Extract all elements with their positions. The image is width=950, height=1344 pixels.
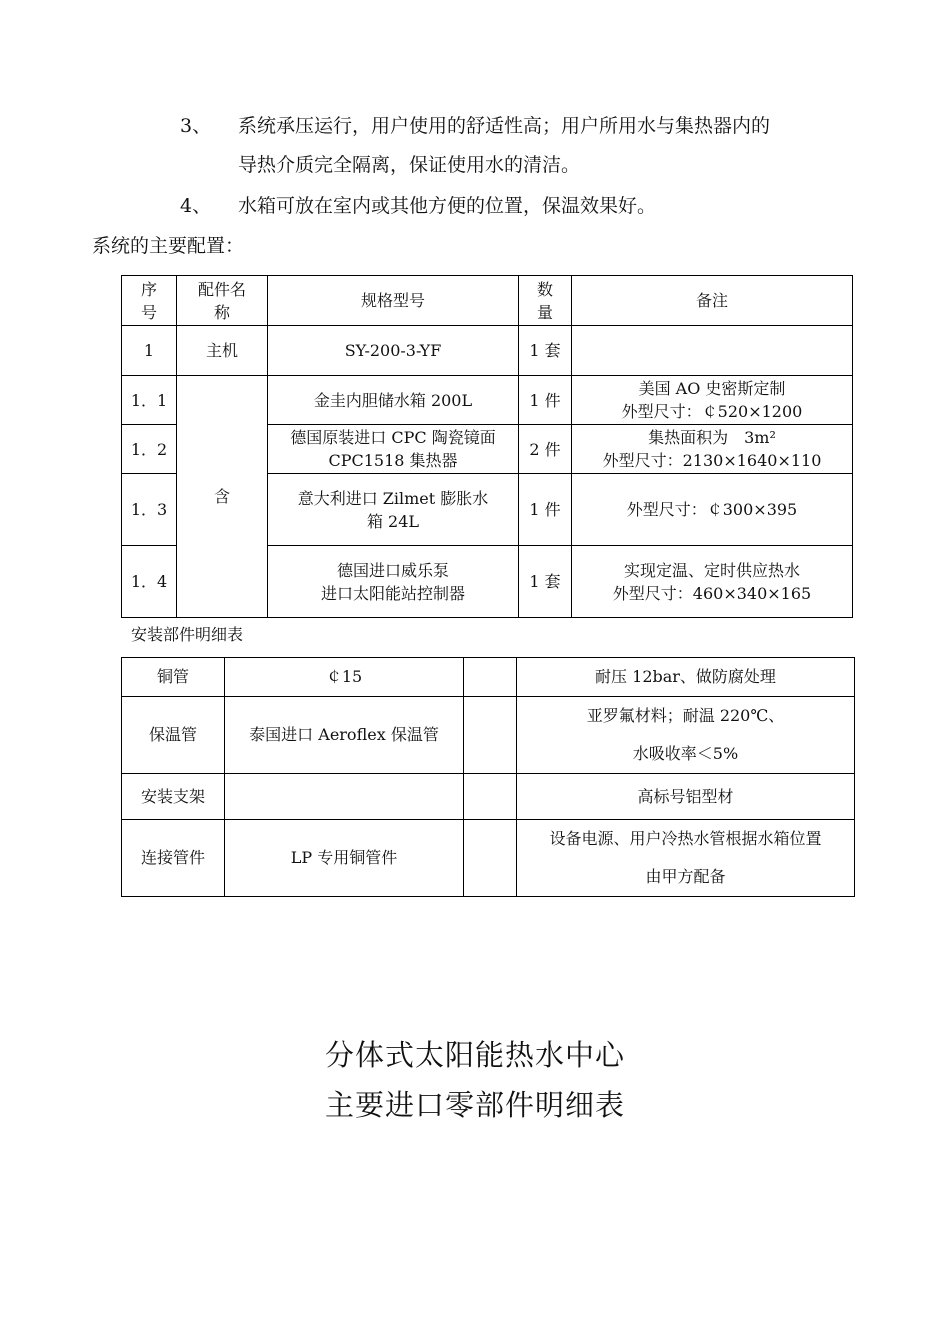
bottom-title-line-2: 主要进口零部件明细表: [324, 1088, 625, 1122]
part-name-cell: 铜管: [122, 658, 225, 697]
seq-cell: 1．2: [122, 425, 177, 474]
bottom-title-line-1: 分体式太阳能热水中心: [324, 1038, 625, 1072]
part-name-cell: 保温管: [122, 697, 225, 774]
header-note: 备注: [572, 276, 853, 326]
note-cell: 美国 AO 史密斯定制 外型尺寸：￠520×1200: [572, 376, 853, 425]
part-spec-cell: [225, 774, 464, 820]
install-parts-table: [121, 657, 855, 897]
seq-cell: 1．4: [122, 546, 177, 618]
seq-cell: 1．3: [122, 474, 177, 546]
item-4-text: 水箱可放在室内或其他方便的位置，保温效果好。: [238, 195, 657, 217]
spec-cell: 意大利进口 Zilmet 膨胀水 箱 24L: [268, 474, 519, 546]
table-row: [122, 820, 855, 897]
header-qty: 数 量: [519, 276, 572, 326]
spec-cell: 德国原装进口 CPC 陶瓷镜面 CPC1518 集热器: [268, 425, 519, 474]
qty-cell: 1 件: [519, 376, 572, 425]
item-3-number: 3、: [180, 115, 212, 137]
part-note-cell: 亚罗氟材料；耐温 220℃、 水吸收率＜5%: [517, 697, 855, 774]
seq-cell: 1．1: [122, 376, 177, 425]
qty-cell: 1 套: [519, 546, 572, 618]
part-spec-cell: ￠15: [225, 658, 464, 697]
header-part-name: 配件名 称: [177, 276, 268, 326]
header-spec: 规格型号: [268, 276, 519, 326]
part-qty-cell: [464, 658, 517, 697]
part-note-cell: 耐压 12bar、做防腐处理: [517, 658, 855, 697]
main-config-table: [121, 275, 853, 618]
spec-cell: SY-200-3-YF: [268, 326, 519, 376]
qty-cell: 1 件: [519, 474, 572, 546]
name-cell: 主机: [177, 326, 268, 376]
note-cell: 集热面积为 3m² 外型尺寸：2130×1640×110: [572, 425, 853, 474]
contains-cell: 含: [177, 376, 268, 618]
note-cell: 实现定温、定时供应热水 外型尺寸：460×340×165: [572, 546, 853, 618]
item-3-line-1: 系统承压运行，用户使用的舒适性高；用户所用水与集热器内的: [238, 115, 771, 137]
table-row: [122, 658, 855, 697]
table-row: [122, 376, 853, 425]
part-spec-cell: LP 专用铜管件: [225, 820, 464, 897]
header-seq: 序 号: [122, 276, 177, 326]
part-name-cell: 连接管件: [122, 820, 225, 897]
note-cell: 外型尺寸：￠300×395: [572, 474, 853, 546]
qty-cell: 1 套: [519, 326, 572, 376]
part-note-cell: 高标号铝型材: [517, 774, 855, 820]
install-caption: 安装部件明细表: [131, 625, 244, 644]
part-qty-cell: [464, 774, 517, 820]
table-row: [122, 326, 853, 376]
table-header-row: [122, 276, 853, 326]
table-row: [122, 774, 855, 820]
item-4-number: 4、: [180, 195, 212, 217]
qty-cell: 2 件: [519, 425, 572, 474]
part-name-cell: 安装支架: [122, 774, 225, 820]
table-row: [122, 697, 855, 774]
config-heading: 系统的主要配置：: [92, 235, 245, 257]
part-qty-cell: [464, 697, 517, 774]
spec-cell: 德国进口威乐泵 进口太阳能站控制器: [268, 546, 519, 618]
item-3-line-2: 导热介质完全隔离，保证使用水的清洁。: [238, 154, 581, 176]
part-spec-cell: 泰国进口 Aeroflex 保温管: [225, 697, 464, 774]
part-qty-cell: [464, 820, 517, 897]
spec-cell: 金圭内胆储水箱 200L: [268, 376, 519, 425]
part-note-cell: 设备电源、用户冷热水管根据水箱位置 由甲方配备: [517, 820, 855, 897]
seq-cell: 1: [122, 326, 177, 376]
note-cell: [572, 326, 853, 376]
